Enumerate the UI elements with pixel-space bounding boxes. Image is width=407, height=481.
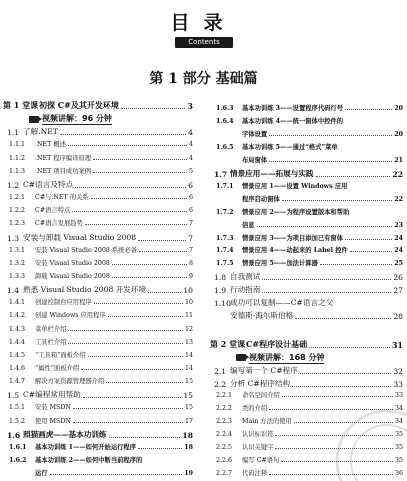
toc-section-number: 1.1.2 (9, 154, 26, 162)
toc-leader-dots (269, 473, 393, 475)
toc-page-number: 10 (183, 286, 193, 296)
toc-section-number: 1.7.2 (216, 208, 234, 216)
toc-page-number: 25 (394, 260, 403, 268)
toc-page-number: 20 (394, 130, 403, 138)
toc-leader-dots (121, 107, 186, 109)
toc-section-title: 基本功训练 5——通过“格式”菜单 (242, 143, 338, 151)
toc-section-title: C#与.NET 的关系 (35, 194, 89, 202)
toc-leader-dots (350, 250, 392, 252)
toc-section-number: 1.6.4 (216, 117, 234, 125)
toc-section-title: 基本功训练 1——如何开始运行程序 (35, 443, 137, 451)
toc-section-number: 1.4.6 (9, 365, 26, 372)
toc-section-title: 解决方案资源管理器介绍 (35, 378, 105, 386)
toc-leader-dots (295, 317, 391, 319)
toc-page-number: 7 (188, 233, 193, 243)
toc-section-title: 安装 Visual Studio 2008 (35, 259, 110, 267)
toc-leader-dots (112, 276, 187, 278)
toc-leader-dots (275, 434, 393, 436)
toc-leader-dots (68, 342, 183, 344)
toc-section-number: 2.2.2 (216, 405, 233, 413)
toc-leader-dots (85, 223, 187, 225)
toc-section-title: 创建控制台应用程序 (35, 299, 92, 307)
toc-leader-dots (262, 278, 391, 280)
toc-section-title: 代码注释 (242, 470, 268, 478)
toc-section-title: 安装 Visual Studio 2008 系统必备 (35, 246, 138, 254)
toc-entry[interactable] (216, 155, 403, 164)
toc-entry[interactable] (214, 378, 403, 389)
toc-entry[interactable] (214, 310, 403, 321)
toc-page-number: 17 (184, 417, 193, 425)
toc-leader-dots (281, 460, 393, 462)
toc-section-title: 熟悉 Visual Studio 2008 开发环境 (23, 285, 147, 295)
toc-entry[interactable] (216, 429, 403, 438)
toc-entry[interactable] (216, 468, 403, 477)
toc-entry[interactable] (216, 194, 403, 203)
toc-entry[interactable] (7, 179, 193, 190)
toc-entry[interactable] (216, 129, 403, 138)
toc-leader-dots (108, 315, 183, 317)
toc-leader-dots (75, 186, 186, 188)
video-duration (29, 113, 112, 125)
toc-section-number: 1.3.2 (9, 259, 26, 267)
toc-page-number: 14 (184, 365, 193, 372)
video-duration-label: 视频讲解：168 分钟 (249, 352, 325, 362)
toc-section-title: C#语言发展趋势 (35, 220, 83, 228)
toc-leader-dots (94, 302, 183, 304)
toc-page-number: 12 (184, 325, 193, 333)
toc-section-number: 1.2 (7, 180, 20, 190)
toc-entry[interactable] (7, 284, 193, 295)
toc-leader-dots (91, 197, 187, 199)
toc-section-number: 1.9 (214, 286, 227, 296)
toc-section-title: 基本功训练 4——统一窗体中控件的 (242, 117, 344, 125)
toc-page-number: 9 (188, 272, 193, 280)
toc-entry[interactable] (9, 416, 193, 425)
toc-section-title: 命名空间介绍 (242, 392, 280, 400)
toc-section-title: 照猫画虎——基本功训练 (23, 429, 107, 439)
toc-page-number: 6 (188, 207, 193, 215)
toc-section-title: 成功可以复制——C#语言之父 (230, 298, 334, 308)
toc-leader-dots (60, 133, 186, 135)
toc-entry[interactable] (9, 153, 193, 162)
toc-section-title: 分析 C#程序结构 (230, 378, 291, 388)
toc-page-number: 34 (394, 418, 403, 426)
toc-leader-dots (345, 108, 392, 110)
toc-section-number: 1.4.5 (9, 351, 26, 359)
toc-entry[interactable] (9, 324, 193, 333)
toc-page-number: 10 (184, 299, 193, 307)
toc-page-number: 35 (394, 431, 403, 439)
toc-page-number: 4 (188, 128, 193, 138)
toc-entry[interactable] (9, 166, 193, 175)
toc-section-number: 1.7.4 (216, 247, 234, 255)
toc-leader-dots (88, 355, 183, 357)
toc-section-number: 1.2.3 (9, 220, 26, 228)
toc-section-title: “属性”面板介绍 (35, 365, 80, 372)
toc-section-title: 创建 Windows 应用程序 (35, 312, 106, 320)
toc-leader-dots (257, 225, 393, 227)
toc-leader-dots (269, 134, 392, 136)
toc-section-number: 1.5 (7, 391, 20, 401)
toc-section-title: 字体设置 (242, 130, 268, 138)
toc-leader-dots (292, 385, 391, 387)
toc-section-number: 1.7.5 (216, 260, 234, 268)
toc-entry[interactable] (9, 245, 193, 254)
toc-section-number: 2.2.6 (216, 457, 233, 465)
toc-section-number: 1.6 (7, 430, 21, 440)
toc-entry[interactable] (216, 142, 403, 151)
toc-leader-dots (93, 171, 187, 173)
toc-entry[interactable] (9, 258, 193, 267)
toc-section-number: 2.1 (214, 366, 227, 376)
toc-section-title: 程序启动窗体 (242, 195, 280, 203)
toc-entry[interactable] (7, 232, 193, 243)
toc-section-title: 情景应用 5——加法计算器 (242, 260, 318, 268)
toc-page-number: 19 (184, 470, 193, 478)
toc-entry[interactable] (7, 389, 193, 400)
toc-page-number: 11 (184, 312, 193, 320)
toc-page-number: 26 (393, 273, 403, 283)
toc-section-number: 1.4.7 (9, 378, 26, 386)
toc-section-number: 1.4.3 (9, 325, 26, 333)
toc-section-title: C#编程常用帮助 (23, 390, 81, 400)
toc-entry[interactable] (216, 403, 403, 412)
toc-entry[interactable] (7, 126, 193, 137)
toc-section-title: 认识标识符 (242, 431, 274, 439)
toc-page-number: 32 (393, 366, 403, 376)
toc-entry[interactable] (216, 455, 403, 464)
toc-entry[interactable] (216, 416, 403, 425)
toc-section-title: 认识关键字 (242, 444, 274, 452)
toc-page-number: 15 (183, 391, 193, 401)
toc-section-number: 1.6.2 (9, 457, 27, 465)
toc-page-number: 31 (391, 339, 403, 350)
toc-leader-dots (138, 239, 186, 241)
toc-section-title: “工具箱”面板介绍 (35, 351, 86, 359)
toc-leader-dots (139, 250, 187, 252)
toc-leader-dots (294, 421, 393, 423)
toc-page-number: 6 (188, 180, 193, 190)
toc-section-number: 2.2.5 (216, 444, 233, 452)
toc-entry[interactable] (214, 297, 403, 308)
toc-entry[interactable] (9, 455, 193, 464)
toc-section-number: 1.7.3 (216, 234, 234, 242)
toc-section-title: 行动指南 (230, 285, 261, 295)
video-camera-icon (29, 116, 39, 123)
toc-entry[interactable] (9, 139, 193, 148)
toc-entry[interactable] (214, 284, 403, 295)
toc-section-title: 安德斯·海尔斯伯格 (230, 311, 294, 321)
toc-leader-dots (320, 263, 392, 265)
toc-section-number: 1.2.2 (9, 207, 26, 215)
toc-entry[interactable] (9, 337, 193, 346)
toc-section-number: 1.1 (7, 128, 20, 138)
toc-section-number: 2.2.1 (216, 392, 233, 400)
toc-section-number: 1.6.5 (216, 143, 234, 151)
toc-page-number: 15 (184, 404, 193, 412)
toc-section-title: 卸载 Visual Studio 2008 (35, 272, 110, 280)
toc-section-title: 情景应用 2——为程序设置版本和帮助 (242, 208, 350, 216)
toc-section-number: 1.4.2 (9, 312, 26, 320)
toc-section-title: 菜单栏介绍 (35, 325, 67, 333)
toc-page-number: 4 (188, 141, 193, 149)
toc-leader-dots (262, 291, 391, 293)
toc-leader-dots (106, 381, 183, 383)
toc-section-number: 1.3 (7, 233, 20, 243)
toc-entry[interactable] (3, 100, 193, 111)
toc-page-number: 36 (394, 470, 403, 478)
toc-section-title: 编写 C#语句 (242, 457, 280, 465)
toc-entry[interactable] (9, 402, 193, 411)
toc-leader-dots (50, 473, 183, 475)
toc-section-number: 1.3.1 (9, 246, 26, 254)
toc-entry[interactable] (9, 218, 193, 227)
toc-entry[interactable] (216, 181, 403, 190)
toc-page-number: 22 (392, 169, 403, 179)
toc-leader-dots (148, 291, 181, 293)
toc-section-title: Main 方法的使用 (242, 418, 292, 426)
toc-section-number: 1.3.3 (9, 272, 26, 280)
toc-page-number: 7 (188, 220, 193, 228)
toc-page-number: 4 (188, 154, 193, 162)
toc-section-number: 1.5.2 (9, 417, 26, 425)
toc-section-title: 安装与卸载 Visual Studio 2008 (23, 232, 137, 242)
toc-section-number: 2.2.3 (216, 418, 233, 426)
toc-leader-dots (83, 396, 182, 398)
toc-leader-dots (309, 346, 390, 348)
toc-entry[interactable] (216, 233, 403, 242)
toc-entry[interactable] (216, 220, 403, 229)
toc-entry[interactable] (216, 116, 403, 125)
toc-section-title: 布局窗体 (242, 156, 268, 164)
toc-entry[interactable] (214, 365, 403, 376)
toc-entry[interactable] (210, 339, 403, 350)
toc-section-title: 安装 MSDN (35, 404, 71, 412)
toc-section-title: .NET 项目成功案例 (35, 167, 92, 175)
toc-section-number: 1.6.3 (216, 105, 234, 112)
toc-section-number: 2.2.7 (216, 470, 233, 478)
toc-entry[interactable] (9, 297, 193, 306)
toc-section-title: C#程序设计基础 (246, 338, 308, 349)
toc-leader-dots (300, 372, 392, 374)
part-heading: 第 1 部分 基础篇 (149, 71, 258, 87)
toc-entry[interactable] (9, 363, 193, 372)
toc-section-title: 基本功训练 3——设置程序代码行号 (242, 105, 344, 112)
toc-entry[interactable] (214, 271, 403, 282)
toc-page-number: 8 (188, 259, 193, 267)
toc-entry[interactable] (9, 310, 193, 319)
toc-section-number: 1.1.3 (9, 167, 26, 175)
toc-leader-dots (93, 158, 187, 160)
toc-page-number: 23 (394, 221, 403, 229)
toc-leader-dots (269, 160, 392, 162)
toc-page-number: 33 (394, 392, 403, 400)
video-duration-label: 视频讲解：96 分钟 (42, 114, 112, 124)
toc-leader-dots (269, 408, 393, 410)
toc-entry[interactable] (9, 205, 193, 214)
toc-section-title: 情景应用 3——为项目添加已有窗体 (242, 234, 344, 242)
toc-section-number: 1.10 (214, 299, 231, 309)
toc-section-number: 1.2.1 (9, 194, 26, 202)
toc-entry[interactable] (214, 168, 403, 179)
toc-entry[interactable] (9, 468, 193, 477)
toc-section-title: .NET 概述 (35, 141, 66, 149)
toc-page-number: 22 (394, 195, 403, 203)
toc-page-number: 15 (184, 378, 193, 386)
toc-section-number: 1.6.1 (9, 443, 27, 451)
toc-section-title: .NET 程序编译原理 (35, 154, 92, 162)
toc-leader-dots (282, 199, 392, 201)
toc-page-number: 35 (394, 457, 403, 465)
toc-page-number: 33 (393, 379, 403, 389)
toc-entry[interactable] (9, 376, 193, 385)
toc-page-number: 13 (184, 338, 193, 346)
toc-entry[interactable] (216, 258, 403, 267)
toc-section-number: 1.4 (7, 286, 20, 296)
toc-section-title: 情景应用 1——设置 Windows 应用 (242, 182, 348, 190)
toc-section-title: C#语言特点 (35, 207, 71, 215)
toc-entry[interactable] (9, 192, 193, 201)
toc-section-number: 第 1 堂课 (3, 100, 39, 110)
toc-section-number: 1.8 (214, 273, 227, 283)
toc-page-number: 6 (188, 194, 193, 202)
toc-section-number: 2.2.4 (216, 431, 233, 439)
toc-page-number: 24 (394, 247, 403, 255)
toc-entry[interactable] (9, 350, 193, 359)
toc-section-title: 编写第一个 C#程序 (230, 365, 298, 375)
toc-entry[interactable] (9, 271, 193, 280)
toc-leader-dots (68, 329, 183, 331)
toc-entry[interactable] (216, 390, 403, 399)
toc-leader-dots (316, 175, 391, 177)
toc-section-number: 1.5.1 (9, 404, 26, 412)
toc-section-title: 情景应用 4——动起来的 Label 控件 (242, 247, 348, 255)
toc-page-number: 18 (184, 443, 193, 451)
toc-page-number: 3 (187, 101, 193, 111)
toc-page-number: 20 (394, 105, 403, 112)
toc-page-number: 21 (394, 156, 403, 164)
toc-section-title: 信息 (242, 221, 255, 229)
toc-section-title: C#语言及特点 (23, 179, 74, 189)
toc-section-title: 运行 (35, 470, 48, 478)
toc-section-title: 基本功训练 2——如何中断当前程序的 (35, 457, 143, 465)
toc-entry[interactable] (216, 207, 403, 216)
toc-section-title: 使用 MSDN (35, 417, 71, 425)
toc-page-number: 5 (188, 167, 193, 175)
toc-leader-dots (81, 368, 183, 370)
toc-section-number: 1.4.4 (9, 338, 26, 346)
toc-section-title: 了解.NET (23, 127, 58, 137)
toc-leader-dots (345, 238, 392, 240)
toc-leader-dots (282, 395, 393, 397)
toc-page-number: 28 (393, 312, 403, 322)
toc-entry[interactable] (216, 442, 403, 451)
contents-badge: Contents (175, 37, 233, 48)
page-title: 目录 (170, 12, 237, 34)
toc-page-number: 18 (182, 430, 193, 440)
toc-page-number: 34 (394, 405, 403, 413)
toc-section-title: 工具栏介绍 (35, 338, 67, 346)
toc-section-number: 1.7.1 (216, 182, 234, 190)
toc-entry[interactable] (216, 245, 403, 254)
toc-entry[interactable] (216, 103, 403, 112)
toc-section-number: 2.2 (214, 379, 227, 389)
toc-section-title: 情景应用——拓展与实践 (230, 168, 314, 178)
toc-section-number: 1.4.1 (9, 299, 26, 307)
toc-section-number: 第 2 堂课 (210, 338, 246, 349)
toc-leader-dots (109, 436, 181, 438)
toc-leader-dots (73, 407, 183, 409)
toc-section-title: 类的介绍 (242, 405, 268, 413)
toc-section-number: 1.7 (214, 169, 228, 179)
toc-page-number: 14 (184, 351, 193, 359)
toc-leader-dots (73, 421, 183, 423)
toc-leader-dots (112, 263, 187, 265)
toc-page-number: 7 (188, 246, 193, 254)
toc-leader-dots (275, 447, 393, 449)
toc-leader-dots (68, 144, 187, 146)
video-camera-icon (236, 354, 246, 361)
toc-section-title: 初探 C#及其开发环境 (39, 100, 119, 110)
toc-section-title: 自我测试 (230, 272, 261, 282)
toc-leader-dots (138, 447, 182, 449)
toc-section-number: 1.1.1 (9, 141, 26, 149)
toc-page-number: 27 (393, 286, 403, 296)
toc-leader-dots (72, 210, 187, 212)
toc-page-number: 35 (394, 444, 403, 452)
video-duration (236, 352, 324, 364)
toc-entry[interactable] (9, 442, 193, 451)
toc-entry[interactable] (7, 429, 193, 440)
toc-page-number: 24 (394, 234, 403, 242)
